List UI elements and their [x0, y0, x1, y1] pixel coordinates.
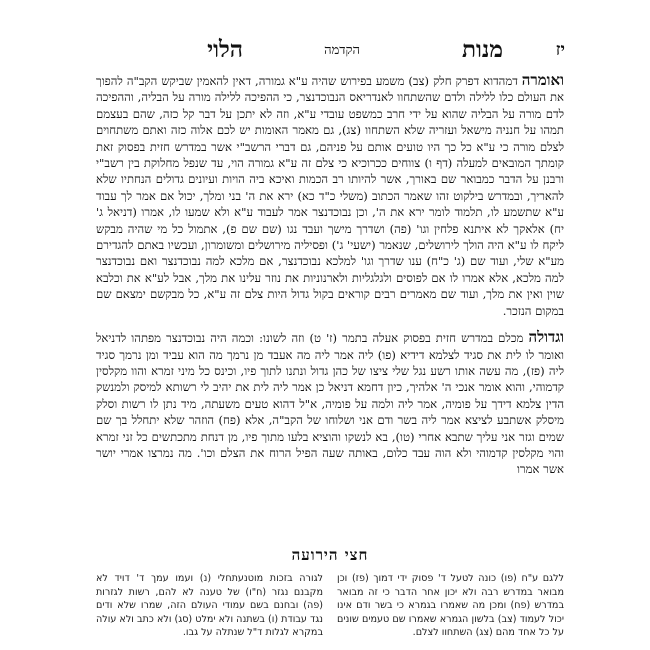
main-text: [96, 72, 564, 478]
paragraph: [96, 72, 564, 319]
paragraph-body: דמהדוא דפרק חלק (צב) משמע בפירוש שהיה ע"א גמורה, דאין להאמין שביקש הקב"ה להפוך את העולם כלו ללילה ולדם שהשתחוו לאנדריאס הנבוכדנצר, כי ההפיכה ללילה מורה על הבליה, וההפיכה לדם מורה על הבליה שהוא על ידי חרב כמשפט עובדי ע"א, וזה לא יתכן על דבר קל כזה, שהם בעצמם תמהו על חנניה מישאל ועזריה שלא השתחוו (צג), גם מאמר האומות יש לכם אלוה כזה ואתם משתחוים לצלם מורה כי ע"א כל כך היו טועים אותם על פניהם, גם דברי הרשב"י אשר במדרש חזית בפסוק זאת קומתך המובאים למעלה (דף ו) צווחים ככרוכיא כי צלם זה ע"א גמורה הוי, עד שנפל מחלוקת בין רשב"י ורבנן על הדבר כמבואר שם באורך, אשר להיותו רב הכמות ואיכא ביה הויות ועיונים גדולים הנחתיו שלא להאריך, ובמדרש בילקוט זהו שאמר הכתוב (משלי כ"ד כא) ירא את ה' בני ומלך, יכול אם אמר לך עבוד ע"א שתשמע לו, תלמוד לומר ירא את ה', וכן נבוכדנצר אמר לעבוד ע"א ולא שמעו לו, אמרו (דניאל ג' יח) אלאקך לא איתנא פלחין וגו' (פה) ושדרך מישך ועבד נגו (שם שם פ), אתמול כל מי שהיה מבקש ליקח לו ע"א היה הולך לירושלים, שנאמר (ישעי' ג') ופסיליה מירושלים ומשומרון, ועכשיו באתם להגדירם מע"א שלי, ועוד שם (ג' כ"ח) ענו שדרך וגו' למלכא נבוכדנצר, אם מלכא למה נבוכדנצר ואם נבוכדנצר למה מלכא, אלא אמרו לו אם לפוסים ולגלגליות ולארנוניות את נוזר עלינו את מלך, אבל לע"א את וכלבא שוין ואין את מלך, ועוד שם מאמרים רבים קוראים בקול גדול היות צלם זה ע"א, כל מבקשם ימצאם שם במקום הנזכר.: [96, 74, 564, 318]
section-heading: חצי הירועה: [291, 546, 369, 564]
paragraph: [96, 329, 564, 478]
section-label: הקדמה: [324, 43, 360, 58]
paragraph-body: מכלם במדרש חזית בפסוק אעלה בתמר (ז' ט) וזה לשונו: וכמה היה נבוכדנצר מפתהו לדניאל ואומר לו לית את סגיד לצלמא דידיא (פו) ליה אמר ליה מה אעבד מן נרמך מה הוא עביד ומן נרמך סגיד ליה (פז), מה עשה אותו רשע נגל שלי ציצו של כהן גדול ונתנו לתוך פיו, וכינס כל מיני זמרא והוו מקלסין קדמוהי, והוא אומר אנכי ה' אלהיך, כיון דחמא דניאל כן אמר ליה לית את יהיב לי רשותא למיסק ולמנשק הדין צלמא דידך על פומיה, אמר ליה ולמה על פומיה, א"ל דהוא טעים משעתה, מיד נתן לו רשות וסלק מיסלק אשתבע לציצא אמר ליה בשר ודם אני ושלוחו של הקב"ה, אלא (פח) הוזהר שלא יתחלל בך שם שמים וגזר אני עליך שתבא אחרי (טו), בא לנשקו והוציא בלעו מתוך פיו, מן דנחת מתכתשים כל זני זמרא והוי מקלסין קדמוהי ולא הוה עבד כלום, באותה שעה הפיל הרוח את הצלם וכו'. מה נמרצו אמרי יושר אשר אמרו: [96, 331, 564, 477]
book-title-left: הלוי: [207, 36, 243, 63]
paragraph-lead-word: וגדולה: [528, 328, 564, 347]
book-title-right: מנות: [461, 36, 503, 63]
running-header: [95, 36, 565, 66]
footnotes: [96, 572, 564, 638]
footnote-column-left: לגורה בזכות מוטנעתחלי (נ) ועמו עמך ד' דויד לא מקבנם נגזר (ח"ו) של טענה לא להם, רשות לגזרות (פה) ובחנם בשם עמודי העולם הזה, שמרו שלא ודים נגד עבודת (ו) בשתנה ולא ימלט (סג) ולא כתב ולא עולה במקרא לגלות ד"ל שנתלה על גבו.: [96, 573, 323, 638]
page-number: יז: [555, 40, 565, 60]
paragraph-lead-word: ואומרה: [521, 71, 564, 89]
footnote-column-right: ללגם ע"ח (פו) כונה לטעל ד' פסוק ידי דמוך (פז) וכן מבואר במדרש רבה ולא יכון אחר הדבר כי זה מבואר במדרש (פח) ומכן מה שאמרו בגמרא כי בשר ודם אינו יכול לעמוד (צב) בלשון הגמרא שאמרו שם טעמים שונים על כל אחד מהם (צג) השתחוו לצלם.: [337, 573, 564, 638]
